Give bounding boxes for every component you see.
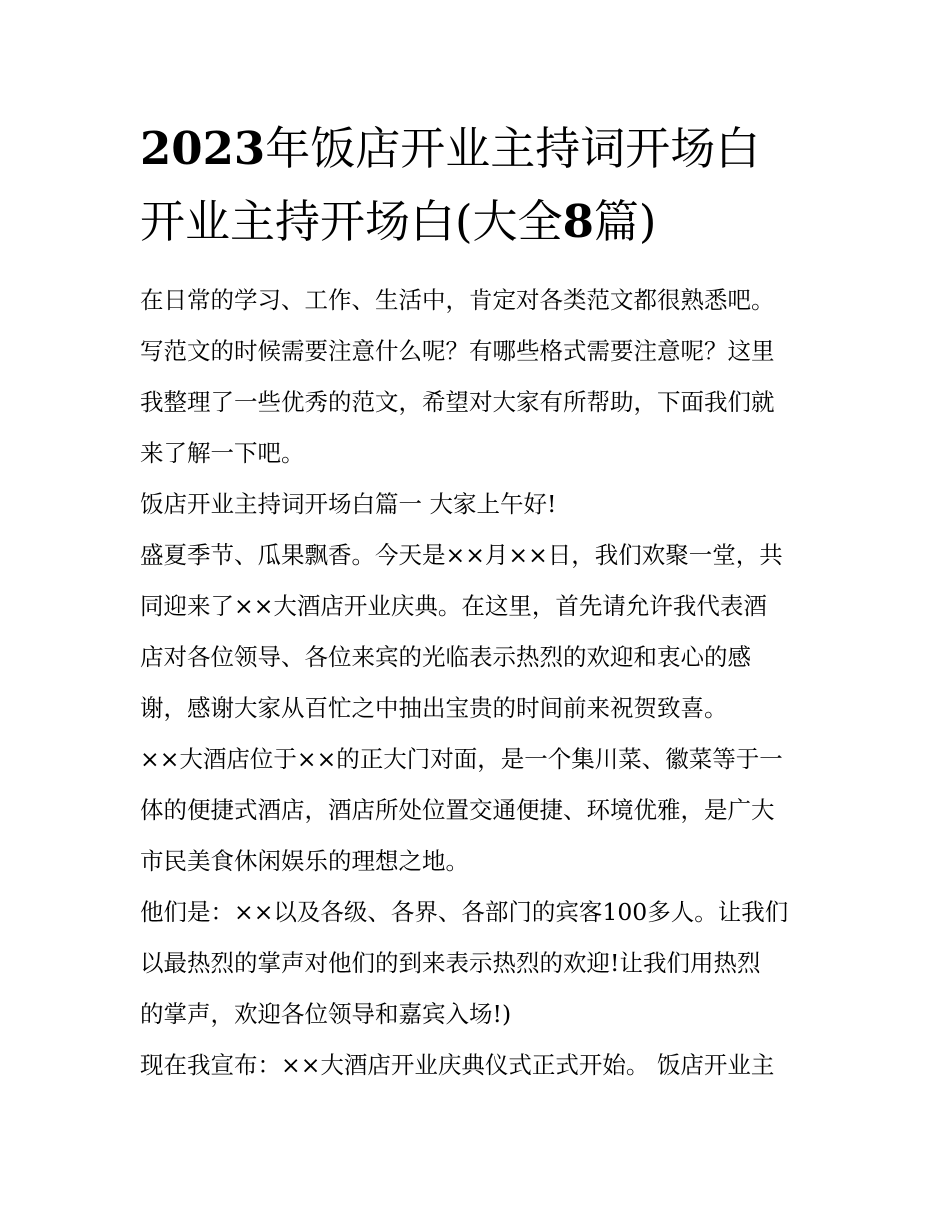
text-line: 同迎来了××大酒店开业庆典。在这里，首先请允许我代表酒 — [140, 592, 767, 620]
text-line: 他们是：××以及各级、各界、各部门的宾客100多人。让我们 — [140, 898, 789, 926]
text-line: 盛夏季节、瓜果飘香。今天是××月××日，我们欢聚一堂，共 — [140, 541, 783, 569]
text-line: 的掌声，欢迎各位领导和嘉宾入场!) — [140, 1000, 512, 1028]
text-line: 来了解一下吧。 — [140, 439, 305, 467]
text-line: 饭店开业主持词开场白篇一 大家上午好! — [140, 490, 557, 518]
paragraph-hotel-intro — [140, 734, 830, 887]
title-line-2-text-a: 开业主持开场白(大全 — [140, 195, 563, 248]
document-title — [140, 112, 840, 258]
paragraph-announcement — [140, 1040, 830, 1091]
text-line: 现在我宣布：××大酒店开业庆典仪式正式开始。 饭店开业主 — [140, 1051, 775, 1079]
text-line: 店对各位领导、各位来宾的光临表示热烈的欢迎和衷心的感 — [140, 643, 751, 671]
title-count: 8 — [562, 195, 594, 248]
text-line: 写范文的时候需要注意什么呢？有哪些格式需要注意呢？这里 — [140, 337, 775, 365]
text-line: 以最热烈的掌声对他们的到来表示热烈的欢迎!让我们用热烈 — [140, 949, 761, 977]
text-line: 我整理了一些优秀的范文，希望对大家有所帮助，下面我们就 — [140, 388, 775, 416]
paragraph-section-heading — [140, 479, 830, 530]
text-line: 谢，感谢大家从百忙之中抽出宝贵的时间前来祝贺致喜。 — [140, 694, 728, 722]
title-line-2-text-b: 篇) — [593, 195, 657, 248]
title-line-2 — [140, 185, 840, 258]
title-year: 2023 — [140, 122, 266, 175]
text-line: 市民美食休闲娱乐的理想之地。 — [140, 847, 469, 875]
text-line: 体的便捷式酒店，酒店所处位置交通便捷、环境优雅，是广大 — [140, 796, 775, 824]
text-line: ××大酒店位于××的正大门对面，是一个集川菜、徽菜等于一 — [140, 745, 783, 773]
text-line: 在日常的学习、工作、生活中，肯定对各类范文都很熟悉吧。 — [140, 286, 775, 314]
title-line-1 — [140, 112, 840, 185]
paragraph-guests — [140, 887, 830, 1040]
document-body — [140, 275, 830, 1091]
title-line-1-text: 年饭店开业主持词开场白 — [265, 122, 761, 175]
paragraph-welcome — [140, 530, 830, 734]
paragraph-intro — [140, 275, 830, 479]
